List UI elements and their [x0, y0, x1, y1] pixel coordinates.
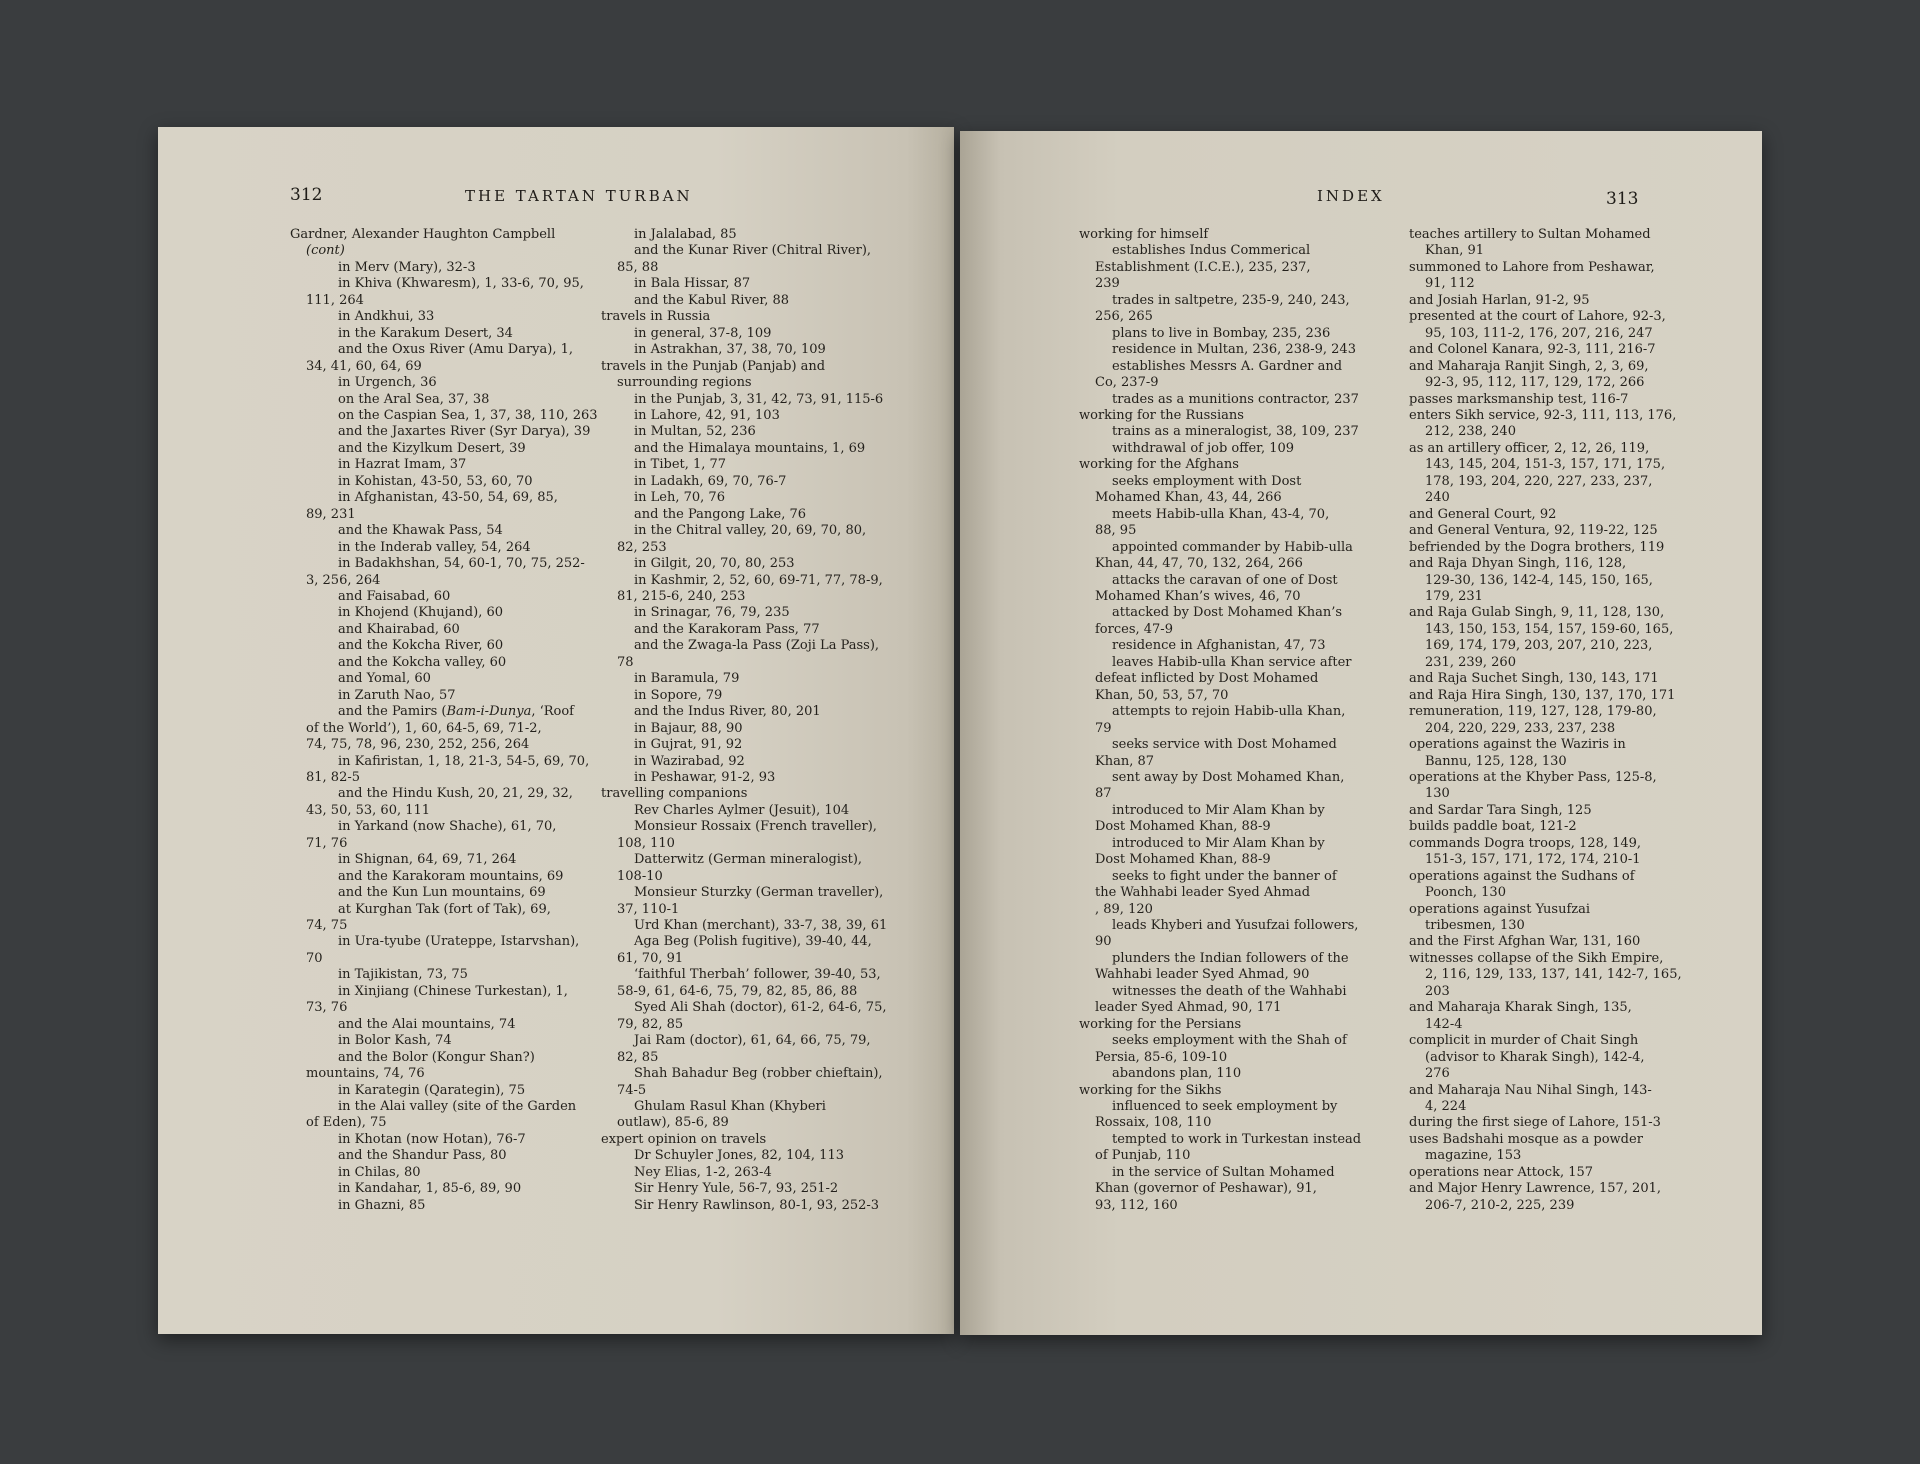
index-entry: and the Indus River, 80, 201 [634, 704, 821, 720]
index-entry: seeks employment with the Shah of [1112, 1033, 1347, 1049]
index-entry: 85, 88 [617, 259, 659, 275]
index-entry: Dr Schuyler Jones, 82, 104, 113 [634, 1148, 844, 1164]
index-entry: in Ura-tyube (Urateppe, Istarvshan), [338, 934, 580, 950]
index-entry: (cont) [306, 243, 345, 259]
index-entry: seeks employment with Dost [1112, 473, 1302, 489]
index-entry: defeat inflicted by Dost Mohamed [1095, 671, 1319, 687]
index-entry: and the Khawak Pass, 54 [338, 523, 503, 539]
index-entry: in Jalalabad, 85 [634, 227, 737, 242]
index-entry: Poonch, 130 [1425, 885, 1506, 901]
index-entry: in Bolor Kash, 74 [338, 1033, 452, 1049]
index-entry: 108-10 [617, 868, 663, 884]
index-entry: in Xinjiang (Chinese Turkestan), 1, [338, 983, 568, 999]
index-entry: in the Inderab valley, 54, 264 [338, 539, 531, 555]
index-entry: in Multan, 52, 236 [634, 424, 756, 440]
index-entry: 3, 256, 264 [306, 572, 381, 588]
index-entry: Dost Mohamed Khan, 88-9 [1095, 852, 1271, 868]
index-entry: and Yomal, 60 [338, 671, 431, 687]
index-heading: and Maharaja Nau Nihal Singh, 143- [1409, 1082, 1652, 1098]
index-entry: 89, 231 [306, 506, 356, 522]
index-entry: in the Punjab, 3, 31, 42, 73, 91, 115-6 [634, 391, 884, 407]
index-entry: 82, 253 [617, 539, 667, 555]
index-entry: 2, 116, 129, 133, 137, 141, 142-7, 165, [1425, 967, 1682, 983]
index-entry: and the Jaxartes River (Syr Darya), 39 [338, 424, 591, 440]
index-entry: Khan, 91 [1425, 243, 1485, 259]
index-entry: in Khojend (Khujand), 60 [338, 605, 504, 621]
index-entry: in Ghazni, 85 [338, 1197, 426, 1213]
index-entry: in Tajikistan, 73, 75 [338, 967, 468, 983]
index-column [601, 227, 887, 1214]
page-number: 312 [290, 185, 323, 205]
index-entry: in the Karakum Desert, 34 [338, 325, 513, 341]
index-entry: 74-5 [617, 1082, 647, 1098]
index-entry: in Chilas, 80 [338, 1164, 421, 1180]
index-entry: residence in Multan, 236, 238-9, 243 [1112, 342, 1356, 358]
index-column [1409, 227, 1682, 1214]
index-heading: and Maharaja Kharak Singh, 135, [1409, 1000, 1632, 1016]
index-entry: seeks service with Dost Mohamed [1112, 737, 1337, 753]
index-entry: Sir Henry Yule, 56-7, 93, 251-2 [634, 1181, 839, 1197]
index-entry: tribesmen, 130 [1425, 918, 1525, 934]
index-entry: residence in Afghanistan, 47, 73 [1112, 638, 1326, 654]
index-entry: influenced to seek employment by [1112, 1099, 1338, 1115]
index-entry: and Faisabad, 60 [338, 588, 451, 604]
index-heading: and Raja Hira Singh, 130, 137, 170, 171 [1409, 687, 1676, 703]
index-entry: in Astrakhan, 37, 38, 70, 109 [634, 342, 826, 358]
index-entry: at Kurghan Tak (fort of Tak), 69, [338, 901, 551, 917]
index-entry: 79 [1095, 720, 1112, 736]
index-entry: witnesses the death of the Wahhabi [1112, 983, 1347, 999]
index-entry: withdrawal of job offer, 109 [1112, 440, 1295, 456]
index-entry: attempts to rejoin Habib-ulla Khan, [1112, 704, 1346, 720]
index-entry: 256, 265 [1095, 309, 1153, 325]
running-head: INDEX [1317, 187, 1385, 205]
index-heading: working for the Persians [1079, 1016, 1242, 1032]
right-page [960, 131, 1762, 1335]
index-heading: travels in Russia [601, 309, 711, 325]
index-entry: sent away by Dost Mohamed Khan, [1112, 769, 1345, 785]
index-entry: 82, 85 [617, 1049, 659, 1065]
index-entry: trades as a munitions contractor, 237 [1112, 391, 1359, 407]
index-entry: in Yarkand (now Shache), 61, 70, [338, 819, 557, 835]
index-heading: operations against the Waziris in [1409, 737, 1626, 753]
index-entry: 78 [617, 654, 634, 670]
index-entry: Establishment (I.C.E.), 235, 237, [1095, 259, 1311, 275]
index-entry: in Leh, 70, 76 [634, 490, 725, 506]
index-entry: in Khotan (now Hotan), 76-7 [338, 1131, 526, 1147]
index-entry: 203 [1425, 983, 1450, 999]
index-heading: and Josiah Harlan, 91-2, 95 [1409, 292, 1590, 308]
index-entry: and the Hindu Kush, 20, 21, 29, 32, [338, 786, 573, 802]
index-entry: in the Chitral valley, 20, 69, 70, 80, [634, 523, 867, 539]
index-heading: and Raja Gulab Singh, 9, 11, 128, 130, [1409, 605, 1665, 621]
index-entry: 169, 174, 179, 203, 207, 210, 223, [1425, 638, 1653, 654]
index-entry: in Gilgit, 20, 70, 80, 253 [634, 556, 795, 572]
index-entry: in Bajaur, 88, 90 [634, 720, 743, 736]
index-entry: surrounding regions [617, 375, 752, 391]
index-entry: plunders the Indian followers of the [1112, 950, 1349, 966]
index-entry: abandons plan, 110 [1112, 1066, 1242, 1082]
index-entry: Urd Khan (merchant), 33-7, 38, 39, 61 [634, 918, 888, 934]
index-entry: 87 [1095, 786, 1112, 802]
index-entry: Ghulam Rasul Khan (Khyberi [634, 1099, 826, 1115]
index-entry: in Peshawar, 91-2, 93 [634, 769, 776, 785]
index-heading: and General Ventura, 92, 119-22, 125 [1409, 523, 1658, 539]
index-heading: uses Badshahi mosque as a powder [1409, 1131, 1643, 1147]
index-heading: operations at the Khyber Pass, 125-8, [1409, 769, 1657, 785]
index-entry: 70 [306, 950, 323, 966]
index-entry: trains as a mineralogist, 38, 109, 237 [1112, 424, 1359, 440]
index-entry: in Baramula, 79 [634, 671, 740, 687]
running-head: THE TARTAN TURBAN [465, 187, 693, 205]
index-entry: in Kashmir, 2, 52, 60, 69-71, 77, 78-9, [634, 572, 883, 588]
index-entry: in Lahore, 42, 91, 103 [634, 407, 780, 423]
index-entry: of Punjab, 110 [1095, 1148, 1191, 1164]
index-entry: establishes Indus Commerical [1112, 243, 1311, 259]
index-entry: 74, 75 [306, 918, 348, 934]
index-entry: Mohamed Khan, 43, 44, 266 [1095, 490, 1282, 506]
index-heading: teaches artillery to Sultan Mohamed [1409, 227, 1651, 242]
index-entry: Mohamed Khan’s wives, 46, 70 [1095, 588, 1301, 604]
index-entry: 276 [1425, 1066, 1450, 1082]
index-entry: and the Alai mountains, 74 [338, 1016, 516, 1032]
index-entry: and the Karakoram mountains, 69 [338, 868, 564, 884]
index-entry: leader Syed Ahmad, 90, 171 [1095, 1000, 1282, 1016]
index-heading: expert opinion on travels [601, 1131, 767, 1147]
index-entry: in Kandahar, 1, 85-6, 89, 90 [338, 1181, 522, 1197]
index-entry: Ney Elias, 1-2, 263-4 [634, 1164, 772, 1180]
index-entry: in the Alai valley (site of the Garden [338, 1099, 577, 1115]
index-entry: attacks the caravan of one of Dost [1112, 572, 1338, 588]
index-entry: 34, 41, 60, 64, 69 [306, 358, 422, 374]
index-heading: witnesses collapse of the Sikh Empire, [1409, 950, 1664, 966]
index-entry: and the Kizylkum Desert, 39 [338, 440, 526, 456]
index-entry: the Wahhabi leader Syed Ahmad [1095, 885, 1311, 901]
index-entry: and the Bolor (Kongur Shan?) [338, 1049, 535, 1065]
index-entry: on the Aral Sea, 37, 38 [338, 391, 490, 407]
index-heading: during the first siege of Lahore, 151-3 [1409, 1115, 1661, 1131]
index-entry: in Sopore, 79 [634, 687, 723, 703]
index-entry: leaves Habib-ulla Khan service after [1112, 654, 1352, 670]
index-entry: , 89, 120 [1095, 901, 1153, 917]
index-heading: operations against Yusufzai [1409, 901, 1591, 917]
index-entry: in Srinagar, 76, 79, 235 [634, 605, 790, 621]
index-entry: and the Kunar River (Chitral River), [634, 243, 872, 259]
index-entry: Wahhabi leader Syed Ahmad, 90 [1095, 967, 1310, 983]
index-entry: in Ladakh, 69, 70, 76-7 [634, 473, 787, 489]
index-entry: Monsieur Sturzky (German traveller), [634, 885, 884, 901]
index-heading: complicit in murder of Chait Singh [1409, 1033, 1639, 1049]
index-entry: 88, 95 [1095, 523, 1137, 539]
index-entry: 239 [1095, 276, 1120, 292]
index-entry: 58-9, 61, 64-6, 75, 79, 82, 85, 86, 88 [617, 983, 858, 999]
index-entry: in the service of Sultan Mohamed [1112, 1164, 1335, 1180]
index-entry: Rossaix, 108, 110 [1095, 1115, 1212, 1131]
index-entry: outlaw), 85-6, 89 [617, 1115, 729, 1131]
index-heading: remuneration, 119, 127, 128, 179-80, [1409, 704, 1657, 720]
index-entry: in Bala Hissar, 87 [634, 276, 751, 292]
left-page [158, 127, 954, 1334]
index-entry: Persia, 85-6, 109-10 [1095, 1049, 1228, 1065]
index-entry: 81, 82-5 [306, 769, 361, 785]
index-entry: 130 [1425, 786, 1450, 802]
index-entry: establishes Messrs A. Gardner and [1112, 358, 1343, 374]
index-entry: 81, 215-6, 240, 253 [617, 588, 746, 604]
index-entry: forces, 47-9 [1095, 621, 1173, 637]
index-entry: 206-7, 210-2, 225, 239 [1425, 1197, 1575, 1213]
index-heading: as an artillery officer, 2, 12, 26, 119, [1409, 440, 1650, 456]
index-heading: operations near Attock, 157 [1409, 1164, 1594, 1180]
index-entry: 240 [1425, 490, 1450, 506]
index-entry: introduced to Mir Alam Khan by [1112, 802, 1325, 818]
index-entry: (advisor to Kharak Singh), 142-4, [1425, 1049, 1645, 1065]
index-heading: builds paddle boat, 121-2 [1409, 819, 1577, 835]
index-entry: 231, 239, 260 [1425, 654, 1516, 670]
index-entry: of the World’), 1, 60, 64-5, 69, 71-2, [306, 720, 542, 736]
index-heading: working for the Afghans [1079, 457, 1239, 473]
index-entry: Co, 237-9 [1095, 375, 1159, 391]
index-entry: Syed Ali Shah (doctor), 61-2, 64-6, 75, [634, 1000, 887, 1016]
index-entry: on the Caspian Sea, 1, 37, 38, 110, 263 [338, 407, 598, 423]
index-entry: in Afghanistan, 43-50, 54, 69, 85, [338, 490, 558, 506]
index-heading: and the First Afghan War, 131, 160 [1409, 934, 1641, 950]
index-heading: and Maharaja Ranjit Singh, 2, 3, 69, [1409, 358, 1649, 374]
index-entry: in Shignan, 64, 69, 71, 264 [338, 852, 517, 868]
index-entry: attacked by Dost Mohamed Khan’s [1112, 605, 1343, 621]
index-entry: 4, 224 [1425, 1099, 1467, 1115]
index-heading: operations against the Sudhans of [1409, 868, 1635, 884]
index-entry: and the Himalaya mountains, 1, 69 [634, 440, 866, 456]
index-entry: 212, 238, 240 [1425, 424, 1516, 440]
index-entry: and the Oxus River (Amu Darya), 1, [338, 342, 574, 358]
index-entry: mountains, 74, 76 [306, 1066, 425, 1082]
index-entry: 79, 82, 85 [617, 1016, 684, 1032]
index-entry: 74, 75, 78, 96, 230, 252, 256, 264 [306, 737, 530, 753]
index-heading: Gardner, Alexander Haughton Campbell [290, 227, 556, 242]
index-entry: in Kafiristan, 1, 18, 21-3, 54-5, 69, 70, [338, 753, 590, 769]
index-heading: travels in the Punjab (Panjab) and [601, 358, 826, 374]
index-entry: seeks to fight under the banner of [1112, 868, 1337, 884]
index-heading: passes marksmanship test, 116-7 [1409, 391, 1629, 407]
index-entry: in Gujrat, 91, 92 [634, 737, 743, 753]
index-entry: 37, 110-1 [617, 901, 680, 917]
index-heading: working for the Sikhs [1079, 1082, 1222, 1098]
index-entry: ‘faithful Therbah’ follower, 39-40, 53, [634, 967, 881, 983]
index-entry: 111, 264 [306, 292, 364, 308]
index-entry: meets Habib-ulla Khan, 43-4, 70, [1112, 506, 1330, 522]
index-column [1079, 227, 1361, 1214]
index-heading: befriended by the Dogra brothers, 119 [1409, 539, 1665, 555]
index-entry: Sir Henry Rawlinson, 80-1, 93, 252-3 [634, 1197, 880, 1213]
index-entry: 92-3, 95, 112, 117, 129, 172, 266 [1425, 375, 1645, 391]
index-entry: Monsieur Rossaix (French traveller), [634, 819, 877, 835]
index-entry: in Badakhshan, 54, 60-1, 70, 75, 252- [338, 556, 585, 572]
index-entry: 43, 50, 53, 60, 111 [306, 802, 431, 818]
index-entry: in Urgench, 36 [338, 375, 437, 391]
index-entry: Khan, 44, 47, 70, 132, 264, 266 [1095, 556, 1303, 572]
index-entry: trades in saltpetre, 235-9, 240, 243, [1112, 292, 1350, 308]
index-entry: 178, 193, 204, 220, 227, 233, 237, [1425, 473, 1653, 489]
index-entry: in Khiva (Khwaresm), 1, 33-6, 70, 95, [338, 276, 584, 292]
index-entry: Jai Ram (doctor), 61, 64, 66, 75, 79, [634, 1033, 871, 1049]
index-entry: of Eden), 75 [306, 1115, 387, 1131]
index-entry: 93, 112, 160 [1095, 1197, 1178, 1213]
index-entry: in Merv (Mary), 32-3 [338, 259, 476, 275]
index-entry: Rev Charles Aylmer (Jesuit), 104 [634, 802, 850, 818]
index-heading: and Major Henry Lawrence, 157, 201, [1409, 1181, 1661, 1197]
page-number: 313 [1606, 189, 1639, 209]
index-heading: summoned to Lahore from Peshawar, [1409, 259, 1655, 275]
index-entry: 91, 112 [1425, 276, 1475, 292]
index-entry: 129-30, 136, 142-4, 145, 150, 165, [1425, 572, 1653, 588]
index-entry: appointed commander by Habib-ulla [1112, 539, 1353, 555]
index-entry: in Andkhui, 33 [338, 309, 435, 325]
index-heading: and Raja Dhyan Singh, 116, 128, [1409, 556, 1627, 572]
index-entry: in Hazrat Imam, 37 [338, 457, 467, 473]
index-entry: 179, 231 [1425, 588, 1483, 604]
index-entry: Khan, 87 [1095, 753, 1155, 769]
index-entry: 143, 145, 204, 151-3, 157, 171, 175, [1425, 457, 1666, 473]
index-entry: leads Khyberi and Yusufzai followers, [1112, 918, 1359, 934]
index-entry: 142-4 [1425, 1016, 1463, 1032]
index-heading: working for himself [1079, 227, 1209, 242]
index-entry: and the Kabul River, 88 [634, 292, 790, 308]
index-heading: commands Dogra troops, 128, 149, [1409, 835, 1642, 851]
index-entry: in Tibet, 1, 77 [634, 457, 727, 473]
index-column [290, 227, 598, 1214]
index-entry: 143, 150, 153, 154, 157, 159-60, 165, [1425, 621, 1674, 637]
index-entry: and the Kokcha valley, 60 [338, 654, 507, 670]
index-heading: travelling companions [601, 786, 748, 802]
index-entry: 71, 76 [306, 835, 348, 851]
index-heading: and Raja Suchet Singh, 130, 143, 171 [1409, 671, 1659, 687]
index-entry: and the Pangong Lake, 76 [634, 506, 807, 522]
index-heading: and Colonel Kanara, 92-3, 111, 216-7 [1409, 342, 1656, 358]
index-entry: Khan, 50, 53, 57, 70 [1095, 687, 1229, 703]
index-entry: in Wazirabad, 92 [634, 753, 745, 769]
index-heading: and General Court, 92 [1409, 506, 1557, 522]
index-heading: and Sardar Tara Singh, 125 [1409, 802, 1592, 818]
index-entry: in Kohistan, 43-50, 53, 60, 70 [338, 473, 533, 489]
index-entry: Dost Mohamed Khan, 88-9 [1095, 819, 1271, 835]
index-entry: tempted to work in Turkestan instead [1112, 1131, 1362, 1147]
index-entry: and the Kun Lun mountains, 69 [338, 885, 546, 901]
index-entry: and the Zwaga-la Pass (Zoji La Pass), [634, 638, 880, 654]
index-entry: 108, 110 [617, 835, 675, 851]
index-heading: working for the Russians [1079, 407, 1244, 423]
index-entry: Khan (governor of Peshawar), 91, [1095, 1181, 1317, 1197]
index-entry: magazine, 153 [1425, 1148, 1522, 1164]
index-entry: in general, 37-8, 109 [634, 325, 772, 341]
index-entry: in Karategin (Qarategin), 75 [338, 1082, 526, 1098]
index-entry: 90 [1095, 934, 1112, 950]
index-entry: Aga Beg (Polish fugitive), 39-40, 44, [634, 934, 872, 950]
index-entry: and the Kokcha River, 60 [338, 638, 504, 654]
index-entry: 61, 70, 91 [617, 950, 684, 966]
index-entry: introduced to Mir Alam Khan by [1112, 835, 1325, 851]
index-heading: presented at the court of Lahore, 92-3, [1409, 309, 1666, 325]
index-entry: and Khairabad, 60 [338, 621, 460, 637]
index-entry: Bannu, 125, 128, 130 [1425, 753, 1567, 769]
index-entry: 95, 103, 111-2, 176, 207, 216, 247 [1425, 325, 1653, 341]
index-entry: 204, 220, 229, 233, 237, 238 [1425, 720, 1616, 736]
index-entry: plans to live in Bombay, 235, 236 [1112, 325, 1331, 341]
index-entry: 151-3, 157, 171, 172, 174, 210-1 [1425, 852, 1641, 868]
index-entry: and the Karakoram Pass, 77 [634, 621, 820, 637]
index-entry: Datterwitz (German mineralogist), [634, 852, 863, 868]
index-entry: and the Pamirs (Bam-i-Dunya, ‘Roof [338, 704, 574, 720]
index-entry: 73, 76 [306, 1000, 348, 1016]
index-heading: enters Sikh service, 92-3, 111, 113, 176, [1409, 407, 1677, 423]
index-entry: in Zaruth Nao, 57 [338, 687, 456, 703]
index-entry: and the Shandur Pass, 80 [338, 1148, 507, 1164]
index-entry: Shah Bahadur Beg (robber chieftain), [634, 1066, 883, 1082]
